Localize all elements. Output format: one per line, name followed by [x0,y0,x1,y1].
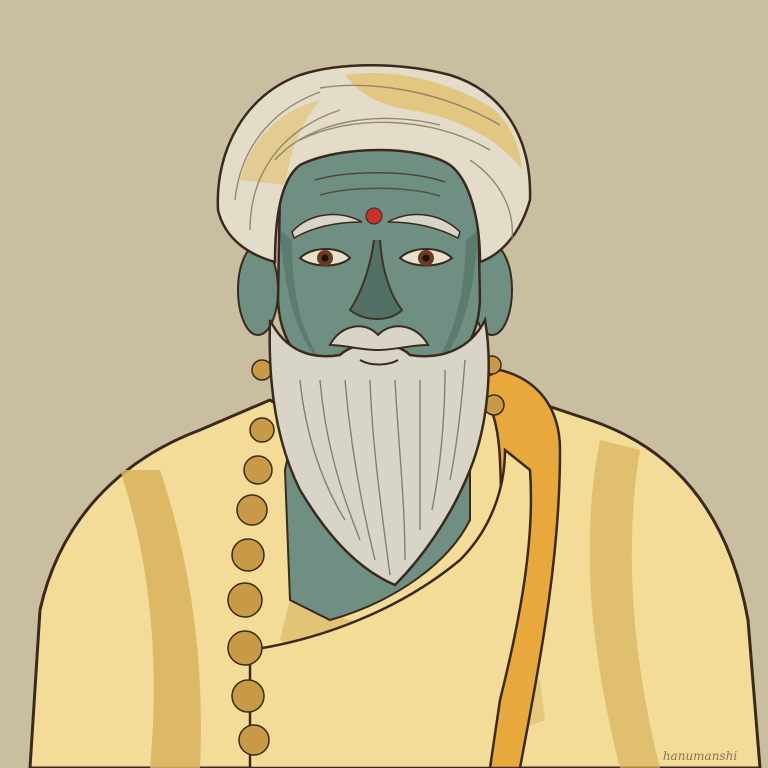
bead [228,583,262,617]
artist-signature: hanumanshi [662,749,738,763]
tilak-dot [366,208,382,224]
bead [228,631,262,665]
bead [237,495,267,525]
bead [244,456,272,484]
right-eye [400,249,452,266]
bead [232,680,264,712]
bead [239,725,269,755]
bead [232,539,264,571]
bead [250,418,274,442]
